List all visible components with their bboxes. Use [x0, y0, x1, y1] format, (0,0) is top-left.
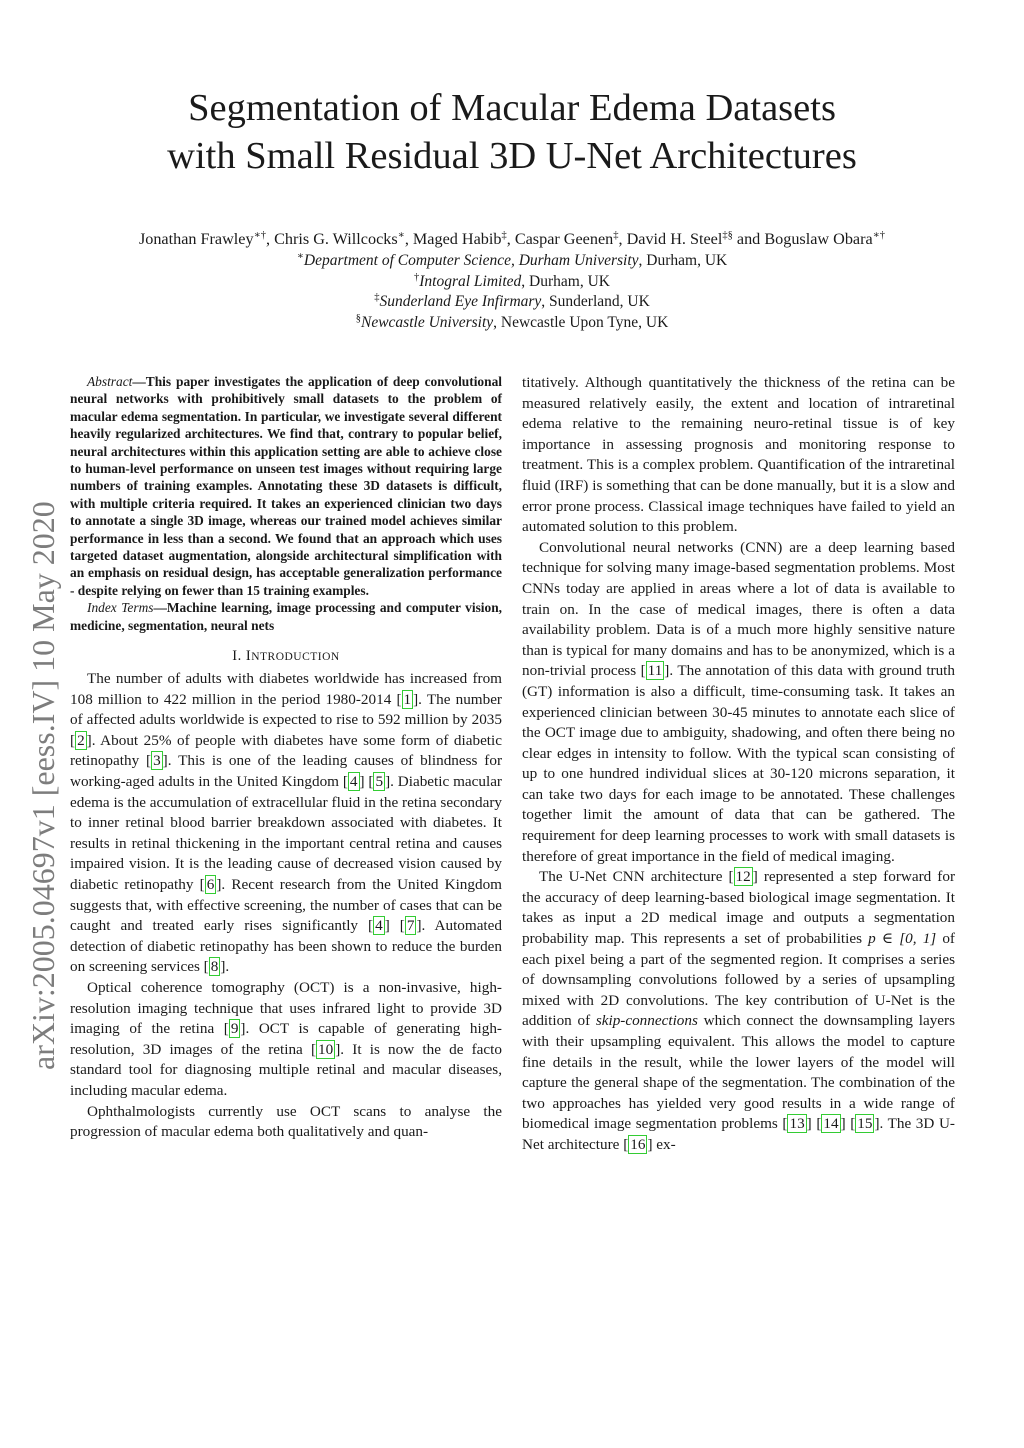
emphasized-term: skip-connections	[595, 1012, 698, 1030]
affiliation-line	[60, 292, 964, 313]
section-first-letter: I	[245, 648, 252, 665]
body-text-run: of each pixel being a part of the segmented region. It comprises a series of downsampling convolutions followed by a series of upsampling mixed with 2D convolutions. The key contribution of U-Net is the addition of	[522, 930, 955, 1030]
section-heading-introduction	[70, 646, 502, 667]
affiliation-mark: †	[414, 271, 420, 283]
body-text-run: The U-Net CNN architecture [	[539, 868, 734, 886]
body-text-run: ]. OCT is capable of generating high-resolution, 3D images of the retina [	[70, 1020, 502, 1058]
body-text-run: ] represented a step forward for the accuracy of deep learning-based biological image segmentation. It takes as input a 2D medical image and outputs a segmentation probability map. This represents a set of probabilities	[522, 868, 955, 948]
left-body-text	[70, 669, 502, 1143]
author-name: Chris G. Willcocks	[274, 230, 398, 248]
section-title-rest: NTRODUCTION	[251, 651, 340, 664]
author-affiliation-mark: ‡	[501, 230, 507, 241]
body-text-run: ].	[220, 958, 230, 976]
body-text-run: ]. Automated detection of diabetic retinopathy has been shown to reduce the burden on screening services [	[70, 917, 502, 976]
citation-link[interactable]: 16	[630, 1135, 646, 1153]
body-text-run: ]. The number of affected adults worldwide is expected to rise to 592 million by 2035 [	[70, 690, 502, 749]
body-text-run: ] [	[384, 917, 405, 935]
affiliation-location: , Sunderland, UK	[541, 293, 650, 310]
body-text-run: ]. Diabetic macular edema is the accumulation of extracellular fluid in the retina secondary to inner retinal blood barrier breakdown associated with diabetes. It results in retinal thickening in the important central retina and causes impaired vision. It is the leading cause of decreased vision caused by diabetic retinopathy [	[70, 773, 502, 894]
author-affiliation-mark: ∗†	[872, 230, 886, 241]
author-separator: and	[732, 230, 765, 248]
body-text-run: ]. The annotation of this data with ground truth (GT) information is also a difficult, time-consuming task. It takes an experienced clinician between 30-45 minutes to annotate each slice of the OCT image due to ambiguity, shadowing, and often there being no clear edges in intensity to follow. With the typical scan consisting of up to one hundred individual slices at 30-120 microns separation, it can take two days for each image to be annotated. These challenges together limit the amount of data that can be gathered. The requirement for deep learning processes to work with small datasets is therefore of great importance in the field of medical imaging.	[522, 662, 955, 865]
affiliation-mark: ∗	[296, 251, 304, 262]
body-paragraph	[70, 1102, 502, 1143]
affiliation-line	[60, 251, 964, 272]
body-text-run: ]. About 25% of people with diabetes have some form of diabetic retinopathy [	[70, 731, 502, 770]
author-affiliation-mark: ∗	[397, 230, 405, 241]
citation-link[interactable]: 15	[857, 1115, 873, 1133]
body-text-run: Optical coherence tomography (OCT) is a non-invasive, high-resolution imaging technique that uses infrared light to provide 3D imaging of the retina [	[70, 979, 502, 1038]
author-separator: ,	[506, 230, 515, 248]
body-paragraph	[522, 373, 955, 538]
arxiv-identifier-stamp[interactable]: arXiv:2005.04697v1 [eess.IV] 10 May 2020	[25, 501, 61, 1070]
body-text-run: titatively. Although quantitatively the thickness of the retina can be measured relatively easily, the extent and location of intraretinal edema relative to the remaining neuro-retinal tissue is of key importance in assessing prognosis and monitoring response to treatment. This is a complex problem. Quantification of the intraretinal fluid (IRF) is something that can be done manually, but it is a slow and error prone process. Classical image techniques have failed to yield an automated solution to this problem.	[522, 374, 955, 536]
author-name: Maged Habib	[412, 230, 502, 248]
title-line-2: with Small Residual 3D U-Net Architectures	[167, 135, 857, 177]
author-affiliation-mark: ‡	[613, 230, 619, 241]
author-name: Caspar Geenen	[514, 230, 614, 248]
affiliation-mark: §	[355, 312, 361, 324]
index-terms	[70, 599, 502, 634]
abstract	[70, 373, 502, 599]
affiliation-list	[60, 251, 964, 333]
affiliation-organization: Sunderland Eye Infirmary	[379, 293, 542, 310]
affiliation-organization: Newcastle University	[360, 313, 494, 331]
citation-link[interactable]: 9	[230, 1020, 239, 1038]
title-line-1: Segmentation of Macular Edema Datasets	[188, 87, 836, 129]
left-column	[70, 373, 502, 1143]
affiliation-organization: Department of Computer Science, Durham University	[303, 252, 639, 269]
author-separator: ,	[265, 230, 275, 248]
citation-link[interactable]: 10	[318, 1040, 334, 1058]
citation-link[interactable]: 13	[789, 1115, 805, 1133]
body-text-run: ] ex-	[647, 1135, 676, 1153]
body-text-run: which connect the downsampling layers with their upsampling equivalent. This allows the model to capture fine details in the result, while the lower layers of the model will capture the general shape of the segmentation. The combination of the two approaches has yielded very good results in a wide range of biomedical image segmentation problems [	[522, 1012, 955, 1133]
body-paragraph	[70, 669, 502, 978]
body-text-run: ] [	[840, 1115, 856, 1133]
author-name: Jonathan Frawley	[138, 230, 254, 248]
citation-link[interactable]: 14	[823, 1115, 839, 1133]
body-text-run: ]. The 3D U-Net architecture [	[522, 1115, 955, 1153]
citation-link[interactable]: 3	[153, 752, 161, 770]
affiliation-mark: ‡	[374, 292, 380, 303]
right-body-text	[522, 373, 955, 1156]
citation-link[interactable]: 5	[375, 773, 384, 791]
body-paragraph	[70, 978, 502, 1102]
author-name: David H. Steel	[626, 230, 723, 248]
affiliation-location: , Newcastle Upon Tyne, UK	[493, 313, 669, 331]
affiliation-organization: Intogral Limited	[419, 272, 522, 290]
citation-link[interactable]: 2	[77, 731, 85, 749]
affiliation-location: , Durham, UK	[638, 252, 728, 269]
affiliation-location: , Durham, UK	[521, 272, 610, 290]
body-text-run: Ophthalmologists currently use OCT scans to analyse the progression of macular edema both qualitatively and quan-	[70, 1102, 502, 1141]
body-text-run: Convolutional neural networks (CNN) are a deep learning based technique for solving many image-based segmentation problems. Most CNNs today are applied in areas where a lot of data is available to train on. In the case of medical images, there is often a data availability problem. Data is of a much more highly sensitive nature than is typical for many domains and has to be anonymized, which is a non-trivial process [	[522, 538, 955, 680]
inline-math: p ∈ [0, 1]	[868, 930, 937, 948]
body-paragraph	[522, 538, 955, 868]
author-affiliation-mark: ∗†	[253, 230, 266, 241]
citation-link[interactable]: 11	[647, 662, 663, 680]
body-text-run: ]. Recent research from the United Kingdom suggests that, with effective screening, the number of cases that can be caught and treated early rises significantly [	[70, 876, 502, 935]
abstract-label: Abstract	[87, 374, 133, 389]
citation-link[interactable]: 4	[375, 917, 383, 935]
body-text-run: ]. This is one of the leading causes of blindness for working-aged adults in the United Kingdom [	[70, 752, 503, 791]
index-terms-text: —Machine learning, image processing and computer vision, medicine, segmentation, neural nets	[70, 600, 503, 633]
citation-link[interactable]: 1	[403, 690, 412, 708]
author-affiliation-mark: ‡§	[722, 230, 733, 241]
index-terms-label: Index Terms	[87, 600, 154, 616]
body-text-run: ] [	[806, 1115, 822, 1133]
author-separator: ,	[618, 230, 627, 248]
right-column	[522, 373, 955, 1156]
body-text-run: ]. It is now the de facto standard tool for diagnosing multiple retinal and macular diseases, including macular edema.	[70, 1040, 502, 1099]
author-name: Boguslaw Obara	[764, 230, 873, 248]
author-list	[40, 228, 984, 250]
abstract-text: —This paper investigates the application of deep convolutional neural networks with prohibitively small datasets to the problem of macular edema segmentation. In particular, we investigate several different heavily regularized architectures. We find that, contrary to popular belief, neural architectures within this application setting are able to achieve close to human-level performance on unseen test images without requiring large numbers of training examples. Annotating these 3D datasets is difficult, with multiple criteria required. It takes an experienced clinician two days to annotate a single 3D image, whereas our trained model achieves similar performance in less than a second. We found that an approach which uses targeted dataset augmentation, alongside architectural simplification with an emphasis on residual design, has acceptable generalization performance - despite relying on fewer than 15 training examples.	[70, 374, 502, 598]
citation-link[interactable]: 6	[206, 876, 215, 894]
section-numeral: I.	[232, 648, 246, 665]
author-separator: ,	[404, 230, 413, 248]
citation-link[interactable]: 7	[406, 917, 415, 935]
citation-link[interactable]: 12	[735, 868, 751, 886]
body-text-run: ] [	[359, 773, 374, 791]
paper-title	[60, 84, 964, 180]
body-paragraph	[522, 867, 955, 1155]
affiliation-line	[60, 313, 964, 334]
body-text-run: The number of adults with diabetes worldwide has increased from 108 million to 422 million in the period 1980-2014 [	[70, 670, 502, 708]
citation-link[interactable]: 8	[210, 958, 219, 976]
affiliation-line	[60, 272, 964, 293]
citation-link[interactable]: 4	[349, 773, 358, 791]
